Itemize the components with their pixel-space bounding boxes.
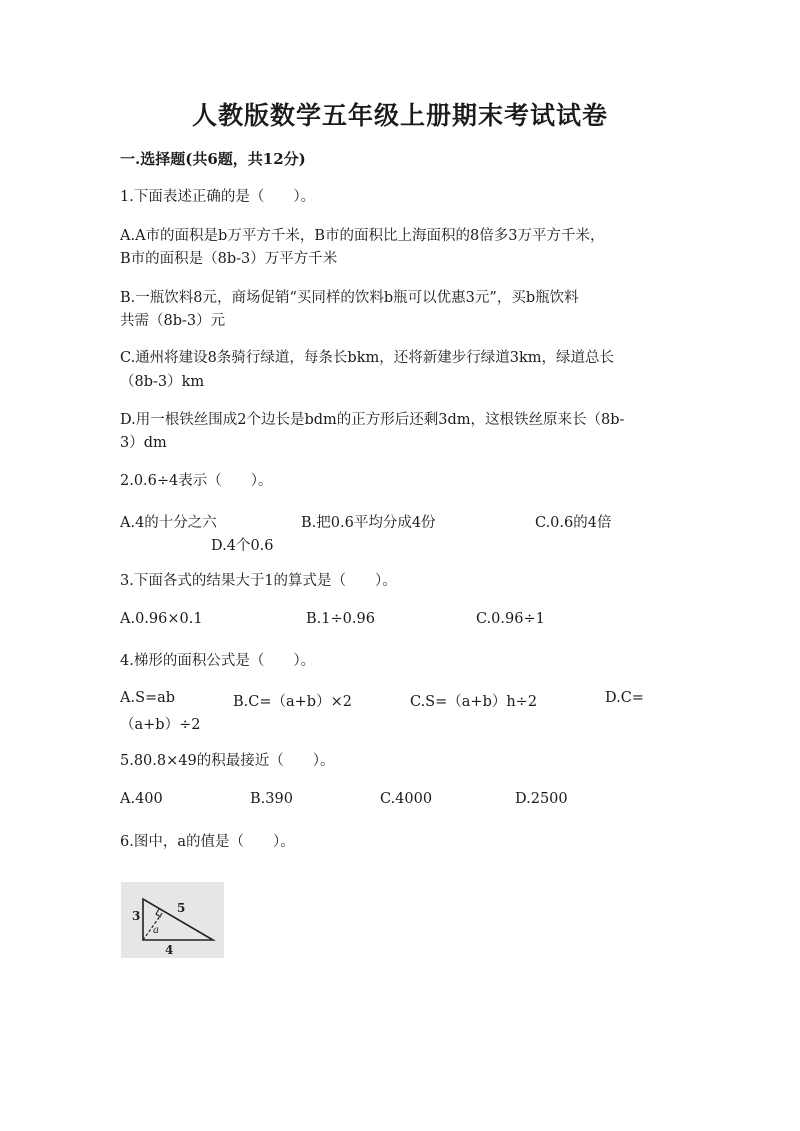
question-4-option-a: A.S=ab	[120, 690, 176, 706]
question-4-option-b: B.C=（a+b）×2	[233, 694, 352, 710]
question-3-stem: 3.下面各式的结果大于1的算式是（ ）。	[120, 573, 397, 589]
question-2-option-b: B.把0.6平均分成4份	[301, 515, 436, 531]
question-2-stem: 2.0.6÷4表示（ ）。	[120, 473, 273, 489]
label-hypotenuse-5: 5	[177, 901, 186, 915]
question-5-option-a: A.400	[120, 791, 163, 807]
question-1-option-c-line-2: （8b-3）km	[120, 374, 205, 390]
label-height-a: a	[153, 925, 159, 936]
right-angle-marker	[156, 909, 161, 917]
question-3-option-b: B.1÷0.96	[306, 611, 375, 627]
question-2-option-c: C.0.6的4倍	[535, 515, 612, 531]
question-1-option-b-line-2: 共需（8b-3）元	[120, 313, 226, 329]
question-1-option-d-line-1: D.用一根铁丝围成2个边长是bdm的正方形后还剩3dm，这根铁丝原来长（8b-	[120, 412, 625, 428]
question-1-option-b-line-1: B.一瓶饮料8元，商场促销“买同样的饮料b瓶可以优惠3元”，买b瓶饮料	[120, 290, 579, 306]
question-1-option-d-line-2: 3）dm	[120, 435, 167, 451]
question-2-option-a: A.4的十分之六	[120, 515, 217, 531]
question-4-option-c: C.S=（a+b）h÷2	[410, 694, 538, 710]
section-title: 一.选择题(共6题，共12分)	[120, 150, 306, 168]
question-6-stem: 6.图中，a的值是（ ）。	[120, 834, 295, 850]
question-3-option-a: A.0.96×0.1	[120, 611, 203, 627]
question-5-option-c: C.4000	[380, 791, 433, 807]
question-1-option-a-line-2: B市的面积是（8b-3）万平方千米	[120, 251, 338, 267]
question-5-option-b: B.390	[250, 791, 293, 807]
question-2-option-d: D.4个0.6	[211, 538, 274, 554]
page-title: 人教版数学五年级上册期末考试试卷	[191, 101, 608, 130]
triangle-figure	[121, 882, 224, 958]
question-5-stem: 5.80.8×49的积最接近（ ）。	[120, 753, 335, 769]
question-1-option-a-line-1: A.A市的面积是b万平方千米，B市的面积比上海面积的8倍多3万平方千米，	[120, 228, 605, 244]
question-4-option-d: D.C=	[605, 690, 644, 706]
label-base-4: 4	[165, 943, 174, 957]
question-1-stem: 1.下面表述正确的是（ ）。	[120, 189, 316, 205]
question-4-option-d-continued: （a+b）÷2	[120, 717, 201, 733]
question-3-option-c: C.0.96÷1	[476, 611, 545, 627]
label-side-3: 3	[132, 909, 141, 923]
question-1-option-c-line-1: C.通州将建设8条骑行绿道，每条长bkm，还将新建步行绿道3km，绿道总长	[120, 350, 614, 366]
question-5-option-d: D.2500	[515, 791, 568, 807]
question-4-stem: 4.梯形的面积公式是（ ）。	[120, 653, 316, 669]
right-triangle-diagram	[121, 882, 224, 958]
